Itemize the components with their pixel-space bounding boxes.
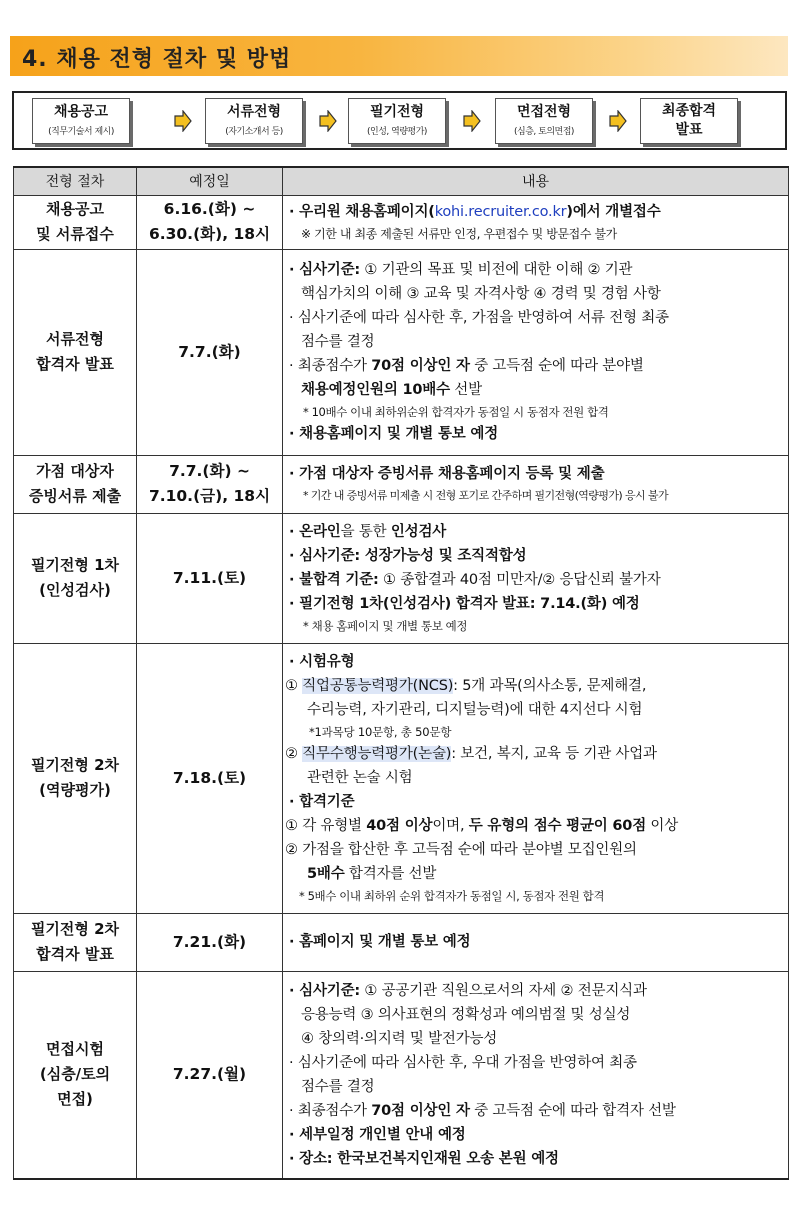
schedule-date: 7.7.(화) bbox=[178, 342, 241, 361]
flow-step-announcement: 채용공고 (직무기술서 제시) bbox=[32, 98, 130, 144]
schedule-date: 7.21.(화) bbox=[172, 932, 247, 951]
stage-label: 필기전형 2차 bbox=[30, 920, 120, 938]
arrow-right-icon bbox=[319, 110, 337, 132]
table-header-row bbox=[14, 167, 789, 195]
stage-label: 가점 대상자 bbox=[36, 462, 114, 480]
stage-label: 면접시험 bbox=[46, 1040, 104, 1059]
stage-label: 증빙서류 제출 bbox=[28, 487, 122, 505]
schedule-date: 7.27.(월) bbox=[172, 1065, 247, 1084]
table-row: 필기전형 2차 (역량평가) 7.18.(토) · 시험유형 ① 직업공통능력평가(NCS): 5개 과목(의사소통, 문제해결, 수리능력, 자기관리, 디지털능력)에 대한 4지선다 시험 *1과목당 10문항, 총 50문항 ② 직무수행능력평가(논술): 보건, 복지, 교육 등 기관 사업과 관련한 논술 시험 · 합격기준 ① 각 유형별 40점 이상이며, 두 유형의 점수 평균이 60점 이상 ② 가점을 합산한 후 고득점 순에 따라 분야별 모집인원의 5배수 합격자를 선발 * 5배수 이내 최하위 순위 합격자가 동점일 시, 동점자 전원 합격 bbox=[14, 643, 789, 913]
stage-label: 합격자 발표 bbox=[36, 355, 114, 373]
recruit-site-link[interactable]: kohi.recruiter.co.kr bbox=[434, 204, 567, 220]
arrow-right-icon bbox=[609, 110, 627, 132]
procedure-table bbox=[13, 166, 789, 1180]
section-title-bar bbox=[10, 36, 788, 76]
table-row: 채용공고 및 서류접수 6.16.(화) ~ 6.30.(화), 18시 · 우리원 채용홈페이지(kohi.recruiter.co.kr)에서 개별접수 ※ 기한 내 최종 제출된 서류만 인정, 우편접수 및 방문접수 불가 bbox=[14, 195, 789, 249]
stage-label: (역량평가) bbox=[39, 781, 111, 799]
schedule-date: 7.11.(토) bbox=[172, 568, 247, 587]
flow-step-interview: 면접전형 (심층, 토의면접) bbox=[495, 98, 593, 144]
process-flow bbox=[12, 91, 787, 150]
stage-label: 서류전형 bbox=[46, 330, 104, 348]
stage-label: 및 서류접수 bbox=[36, 225, 114, 243]
schedule-date: 6.16.(화) ~ bbox=[163, 200, 256, 218]
section-title: 4. 채용 전형 절차 및 방법 bbox=[22, 47, 292, 72]
header-content: 내용 bbox=[283, 167, 789, 195]
stage-label: 필기전형 1차 bbox=[30, 556, 120, 574]
arrow-right-icon bbox=[463, 110, 481, 132]
stage-label: 합격자 발표 bbox=[36, 945, 114, 963]
schedule-date: 6.30.(화), 18시 bbox=[148, 225, 271, 243]
stage-label: (심층/토의 bbox=[39, 1065, 111, 1084]
table-row: 필기전형 1차 (인성검사) 7.11.(토) · 온라인을 통한 인성검사 · 심사기준: 성장가능성 및 조직적합성 · 불합격 기준: ① 종합결과 40점 미만자/② 응답신뢰 불가자 · 필기전형 1차(인성검사) 합격자 발표: 7.14.(화) 예정 * 채용 홈페이지 및 개별 통보 예정 bbox=[14, 513, 789, 643]
table-row: 필기전형 2차 합격자 발표 7.21.(화) · 홈페이지 및 개별 통보 예정 bbox=[14, 913, 789, 971]
flow-step-final: 최종합격 발표 bbox=[640, 98, 738, 144]
table-row: 가점 대상자 증빙서류 제출 7.7.(화) ~ 7.10.(금), 18시 · 가점 대상자 증빙서류 채용홈페이지 등록 및 제출 * 기간 내 증빙서류 미제출 시 전형 포기로 간주하며 필기전형(역량평가) 응시 불가 bbox=[14, 455, 789, 513]
flow-step-document: 서류전형 (자기소개서 등) bbox=[205, 98, 303, 144]
stage-label: 면접) bbox=[57, 1090, 93, 1109]
header-stage: 전형 절차 bbox=[14, 167, 137, 195]
table-row: 서류전형 합격자 발표 7.7.(화) · 심사기준: ① 기관의 목표 및 비전에 대한 이해 ② 기관 핵심가치의 이해 ③ 교육 및 자격사항 ④ 경력 및 경험 사항 · 심사기준에 따라 심사한 후, 가점을 반영하여 서류 전형 최종 점수를 결정 · 최종점수가 70점 이상인 자 중 고득점 순에 따라 분야별 채용예정인원의 10배수 선발 * 10배수 이내 최하위순위 합격자가 동점일 시 동점자 전원 합격 · 채용홈페이지 및 개별 통보 예정 bbox=[14, 249, 789, 455]
stage-label: (인성검사) bbox=[39, 581, 111, 599]
stage-label: 필기전형 2차 bbox=[30, 756, 120, 774]
schedule-date: 7.10.(금), 18시 bbox=[148, 487, 271, 505]
schedule-date: 7.7.(화) ~ bbox=[169, 462, 250, 480]
arrow-right-icon bbox=[174, 110, 192, 132]
header-date: 예정일 bbox=[137, 167, 283, 195]
flow-step-written: 필기전형 (인성, 역량평가) bbox=[348, 98, 446, 144]
table-row: 면접시험 (심층/토의 면접) 7.27.(월) · 심사기준: ① 공공기관 직원으로서의 자세 ② 전문지식과 응용능력 ③ 의사표현의 정확성과 예의범절 및 성실성 ④ 창의력·의지력 및 발전가능성 · 심사기준에 따라 심사한 후, 우대 가점을 반영하여 최종 점수를 결정 · 최종점수가 70점 이상인 자 중 고득점 순에 따라 합격자 선발 · 세부일정 개인별 안내 예정 · 장소: 한국보건복지인재원 오송 본원 예정 bbox=[14, 971, 789, 1179]
stage-label: 채용공고 bbox=[46, 200, 104, 218]
schedule-date: 7.18.(토) bbox=[172, 768, 247, 787]
